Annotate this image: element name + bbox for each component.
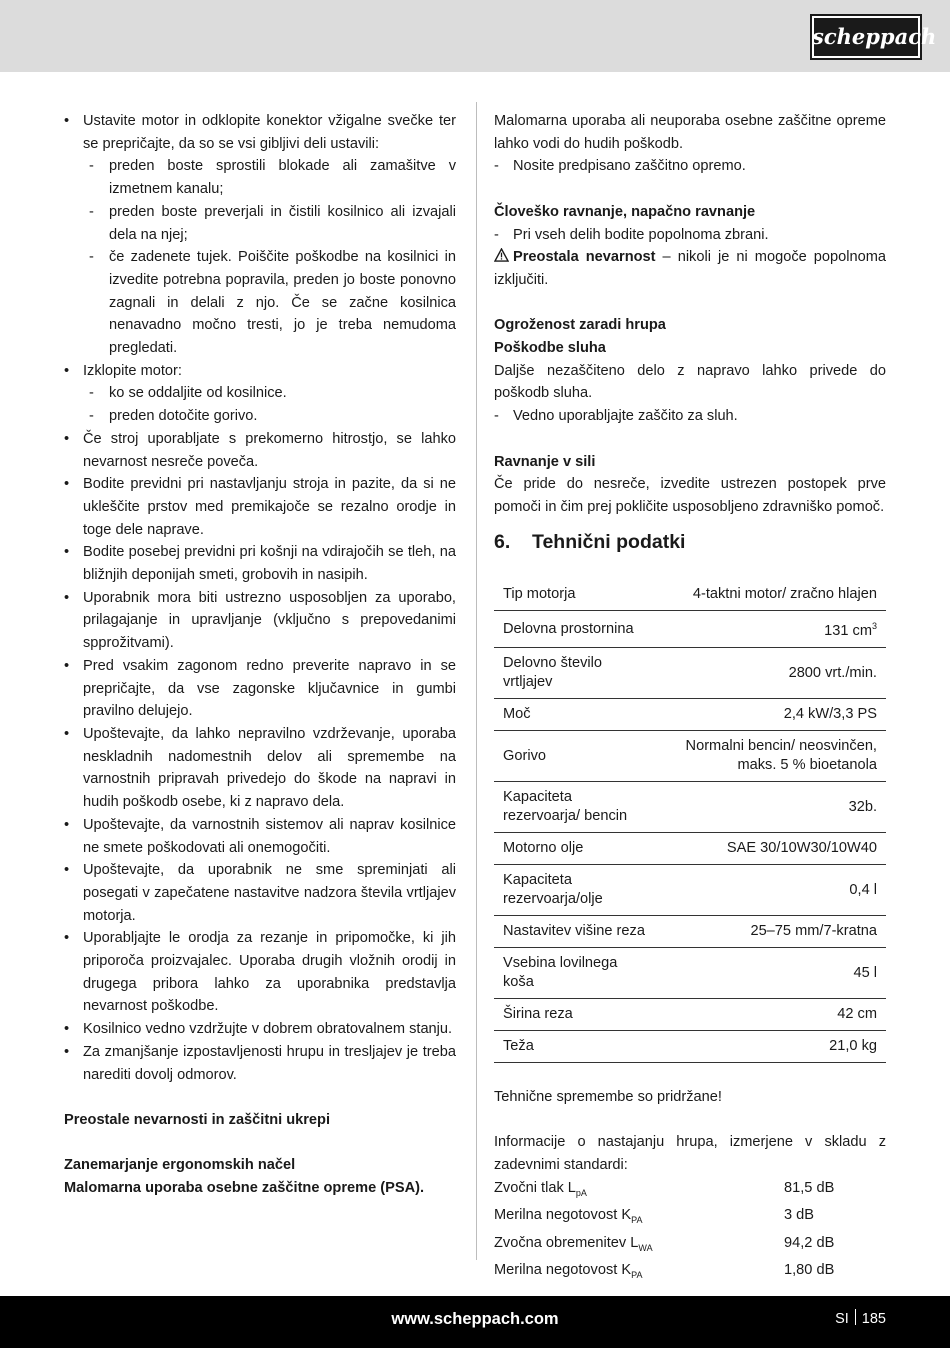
noise-label-text: Zvočna obremenitev L [494,1234,639,1251]
spec-value-text: SAE 30/10W30/10W40 [726,840,877,857]
spec-value-text: 4-taktni motor/ zračno hlajen [692,586,877,603]
noise-label-text: Merilna negotovost K [494,1207,632,1224]
noise-label-text: Zvočni tlak L [494,1179,576,1196]
noise-label [494,1204,784,1232]
spec-value [655,865,886,916]
safety-instructions-list [64,110,456,1086]
spec-value-text: 21,0 kg [829,1038,877,1055]
spec-label: Motorno olje [494,833,655,865]
section-number: 6. [494,530,511,553]
emergency-text: Če pride do nesreče, izvedite ustrezen postopek prve pomoči in čim prej pokličite usposobljeno zdravniško pomoč. [494,476,886,515]
spec-label: Širina reza [494,999,655,1031]
spec-value [655,579,886,611]
noise-value: 94,2 dB [784,1234,835,1251]
psa-heading: Malomarna uporaba osebne zaščitne opreme (PSA). [64,1180,425,1197]
spec-value-text: 2,4 kW/3,3 PS [783,706,877,723]
dash-item: - preden boste preverjali in čistili kosilnico ali izvajali dela na njej; [64,201,456,246]
spec-label: Gorivo [494,731,655,782]
scheppach-logo [810,14,937,60]
bullet-item: • Izklopite motor: [64,360,456,383]
spec-value-text: 131 cm [824,623,872,640]
noise-label-subscript: PA [631,1215,643,1226]
column-divider [476,102,477,1260]
table-row [494,999,886,1031]
noise-value: 1,80 dB [784,1262,835,1279]
human-dash-item: - Pri vseh delih bodite popolnoma zbrani. [494,224,886,247]
noise-row [494,1177,886,1205]
bullet-item: • Uporabnik mora biti ustrezno usposobljen za uporabo, prilagajanje in upravljanje (vključno s prepovedanimi spprožitvami). [64,587,456,655]
spec-value [655,916,886,948]
spec-label: Nastavitev višine reza [494,916,655,948]
noise-value: 81,5 dB [784,1179,835,1196]
table-row [494,833,886,865]
website-url: www.scheppach.com [391,1310,559,1328]
noise-label [494,1177,784,1205]
hearing-text: Daljše nezaščiteno delo z napravo lahko privede do poškodb sluha. [494,362,886,402]
page-number: 185 [861,1311,886,1327]
spec-value [655,782,886,833]
spec-value [655,648,886,699]
table-row [494,1031,886,1063]
dash-item: - če zadenete tujek. Poiščite poškodbe na kosilnici in izvedite potrebna popravila, preden jo boste ponovno zagnali in delali z njo. Če se začne kosilnica nenavadno močno tresti, jo je treba nemudoma pregledati. [64,246,456,360]
spec-unit-superscript: 3 [871,621,877,632]
spec-label: Delovna prostornina [494,611,655,648]
emergency-heading: Ravnanje v sili [494,453,596,470]
table-row [494,948,886,999]
bullet-item: • Upoštevajte, da uporabnik ne sme spreminjati ali posegati v zapečatene nastavitve nadzora števila vrtljajev motorja. [64,859,456,927]
language-code: SI [835,1311,849,1327]
spec-label: Tip motorja [494,579,655,611]
spec-value [655,1031,886,1063]
noise-values-list [494,1177,886,1287]
noise-row [494,1232,886,1260]
page-indicator [835,1296,886,1342]
spec-value-text: 2800 vrt./min. [788,664,877,681]
table-row [494,699,886,731]
noise-label-subscript: pA [575,1187,587,1198]
residual-risk-text: – nikoli je ni mogoče popolnoma izključiti. [494,249,886,288]
section-title: Tehnični podatki [532,530,686,553]
table-row [494,579,886,611]
bullet-item: • Pred vsakim zagonom redno preverite napravo in se prepričajte, da vse zagonske ključavnice in gumbi pravilno delujejo. [64,655,456,723]
table-row [494,731,886,782]
noise-label [494,1259,784,1287]
hearing-dash-item: - Vedno uporabljajte zaščito za sluh. [494,405,886,428]
spec-value [655,611,886,648]
technical-data-table [494,579,886,1063]
residual-risk-note [494,246,886,291]
bullet-item: • Če stroj uporabljate s prekomerno hitrostjo, se lahko nevarnost nesreče poveča. [64,428,456,473]
dash-item: - ko se oddaljite od kosilnice. [64,382,456,405]
spec-label: Moč [494,699,655,731]
bullet-item: • Kosilnico vedno vzdržujte v dobrem obratovalnem stanju. [64,1018,456,1041]
bullet-item: • Upoštevajte, da lahko nepravilno vzdrževanje, uporaba neskladnih nadomestnih delov ali spremembe na varnostnih pripravah privedejo do škode na napravi in hudih poškodb osebe, ki z napravo dela. [64,723,456,814]
noise-info-text: Informacije o nastajanju hrupa, izmerjene v skladu z zadevnimi standardi: [494,1134,886,1173]
table-row [494,611,886,648]
changes-note: Tehnične spremembe so pridržane! [494,1088,722,1105]
residual-risk-label: Preostala nevarnost [513,249,656,266]
spec-value-text: 42 cm [837,1006,877,1023]
spec-value-text: 45 l [853,964,877,981]
table-row [494,865,886,916]
warning-triangle-icon [494,248,509,262]
bullet-item: • Ustavite motor in odklopite konektor vžigalne svečke ter se prepričajte, da so se vsi gibljivi deli ustavili: [64,110,456,155]
spec-label: Teža [494,1031,655,1063]
header-bar [0,0,950,72]
spec-value-text: Normalni bencin/ neosvinčen, maks. 5 % bioetanola [685,738,877,774]
ergonomics-heading: Zanemarjanje ergonomskih načel [64,1157,296,1174]
spec-value-text: 32b. [848,798,877,815]
noise-row [494,1259,886,1287]
spec-value [655,999,886,1031]
noise-value: 3 dB [784,1207,815,1224]
spec-label: Delovno število vrtljajev [494,648,655,699]
bullet-item: • Upoštevajte, da varnostnih sistemov ali naprav kosilnice ne smete poškodovati ali onemogočiti. [64,814,456,859]
spec-value [655,699,886,731]
spec-value [655,833,886,865]
noise-row [494,1204,886,1232]
hearing-damage-heading: Poškodbe sluha [494,340,606,356]
spec-value [655,731,886,782]
section-heading [494,531,886,554]
spec-label: Kapaciteta rezervoarja/ bencin [494,782,655,833]
noise-label [494,1232,784,1260]
noise-label-subscript: PA [631,1270,643,1281]
table-row [494,916,886,948]
bullet-item: • Bodite posebej previdni pri košnji na vdirajočih se tleh, na bližnjih deponijah smeti, grobovih in nasipih. [64,541,456,586]
right-column [494,110,886,1287]
dash-item: - preden dotočite gorivo. [64,405,456,428]
human-behaviour-heading: Človeško ravnanje, napačno ravnanje [494,203,756,220]
bullet-item: • Za zmanjšanje izpostavljenosti hrupu in tresljajev je treba narediti dovolj odmorov. [64,1041,456,1086]
noise-heading: Ogroženost zaradi hrupa [494,317,666,334]
bullet-item: • Bodite previdni pri nastavljanju stroja in pazite, da si ne ukleščite prstov med premikajoče se rezalno orodje in toge dele naprave. [64,473,456,541]
spec-value [655,948,886,999]
residual-risks-heading: Preostale nevarnosti in zaščitni ukrepi [64,1111,331,1128]
psa-dash-item: - Nosite predpisano zaščitno opremo. [494,155,886,178]
logo-text: scheppach [812,24,937,49]
spec-value-text: 25–75 mm/7-kratna [750,923,877,940]
noise-label-subscript: WA [638,1242,653,1253]
dash-item: - preden boste sprostili blokade ali zamašitve v izmetnem kanalu; [64,155,456,200]
left-column [64,110,456,1200]
footer-bar [0,1296,950,1348]
spec-value-text: 0,4 l [849,881,877,898]
table-row [494,782,886,833]
noise-label-text: Merilna negotovost K [494,1262,632,1279]
spec-label: Vsebina lovilnega koša [494,948,655,999]
psa-paragraph: Malomarna uporaba ali neuporaba osebne zaščitne opreme lahko vodi do hudih poškodb. [494,113,886,152]
spec-label: Kapaciteta rezervoarja/olje [494,865,655,916]
table-row [494,648,886,699]
bullet-item: • Uporabljajte le orodja za rezanje in pripomočke, ki jih priporoča proizvajalec. Uporaba drugih vložnih orodij in drugega pribora lahko za uporabnika predstavlja nevarnost poškodbe. [64,927,456,1018]
